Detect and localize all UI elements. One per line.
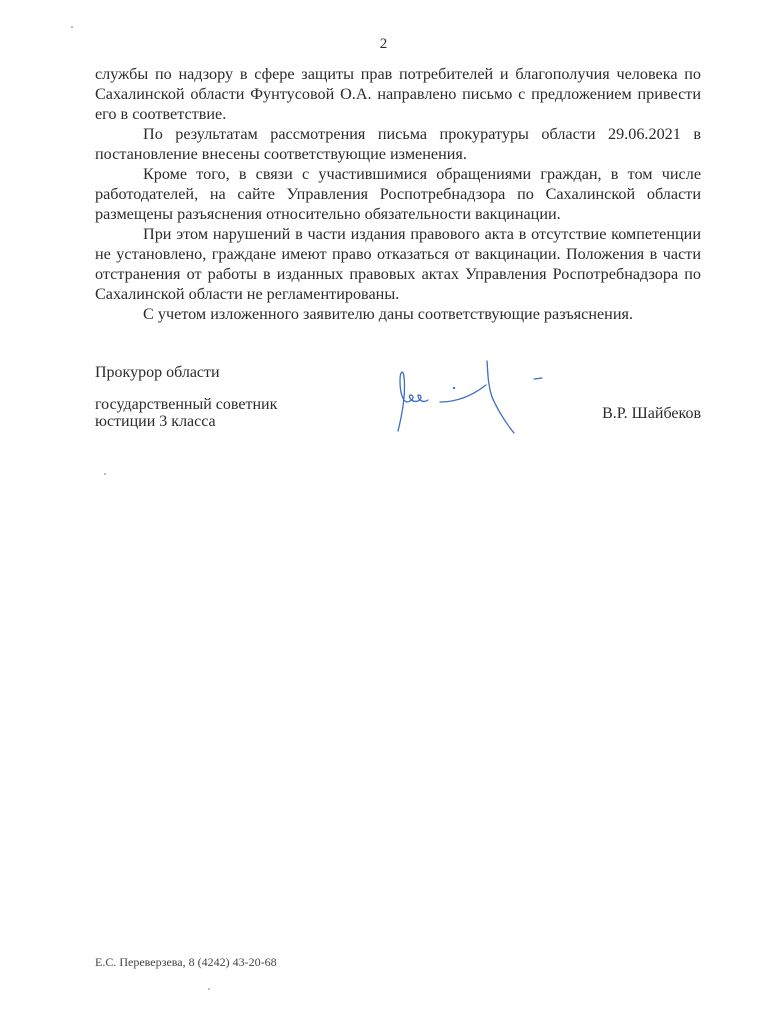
handwritten-signature (388, 355, 558, 440)
scan-speck (71, 26, 73, 28)
page-number: 2 (379, 36, 388, 52)
signatory-name: В.Р. Шайбеков (602, 405, 701, 422)
scan-speck (208, 988, 210, 990)
paragraph: С учетом изложенного заявителю даны соответствующие разъяснения. (143, 305, 633, 323)
signatory-position: Прокурор области (95, 364, 220, 381)
paragraph: По результатам рассмотрения письма прокуратуры области 29.06.2021 в постановление внесены соответствующие изменения. (95, 125, 701, 163)
signatory-rank-line: государственный советник (95, 396, 278, 413)
executor-contact: Е.С. Переверзева, 8 (4242) 43-20-68 (95, 955, 277, 969)
scan-speck (104, 473, 106, 475)
signatory-rank-line: юстиции 3 класса (95, 413, 216, 430)
signature-strokes (398, 361, 542, 433)
letter-body (95, 64, 701, 324)
paragraph: Кроме того, в связи с участившимися обращениями граждан, в том числе работодателей, на сайте Управления Роспотребнадзора по Сахалинской области размещены разъяснения относительно обязательности вакцинации. (95, 165, 701, 223)
signatory-rank (95, 396, 277, 430)
paragraph: службы по надзору в сфере защиты прав потребителей и благополучия человека по Сахалинской области Фунтусовой О.А. направлено письмо с предложением привести его в соответствие. (95, 65, 701, 123)
paragraph: При этом нарушений в части издания правового акта в отсутствие компетенции не установлено, граждане имеют право отказаться от вакцинации. Положения в части отстранения от работы в изданных правовых актах Управления Роспотребнадзора по Сахалинской области не регламентированы. (95, 225, 701, 303)
